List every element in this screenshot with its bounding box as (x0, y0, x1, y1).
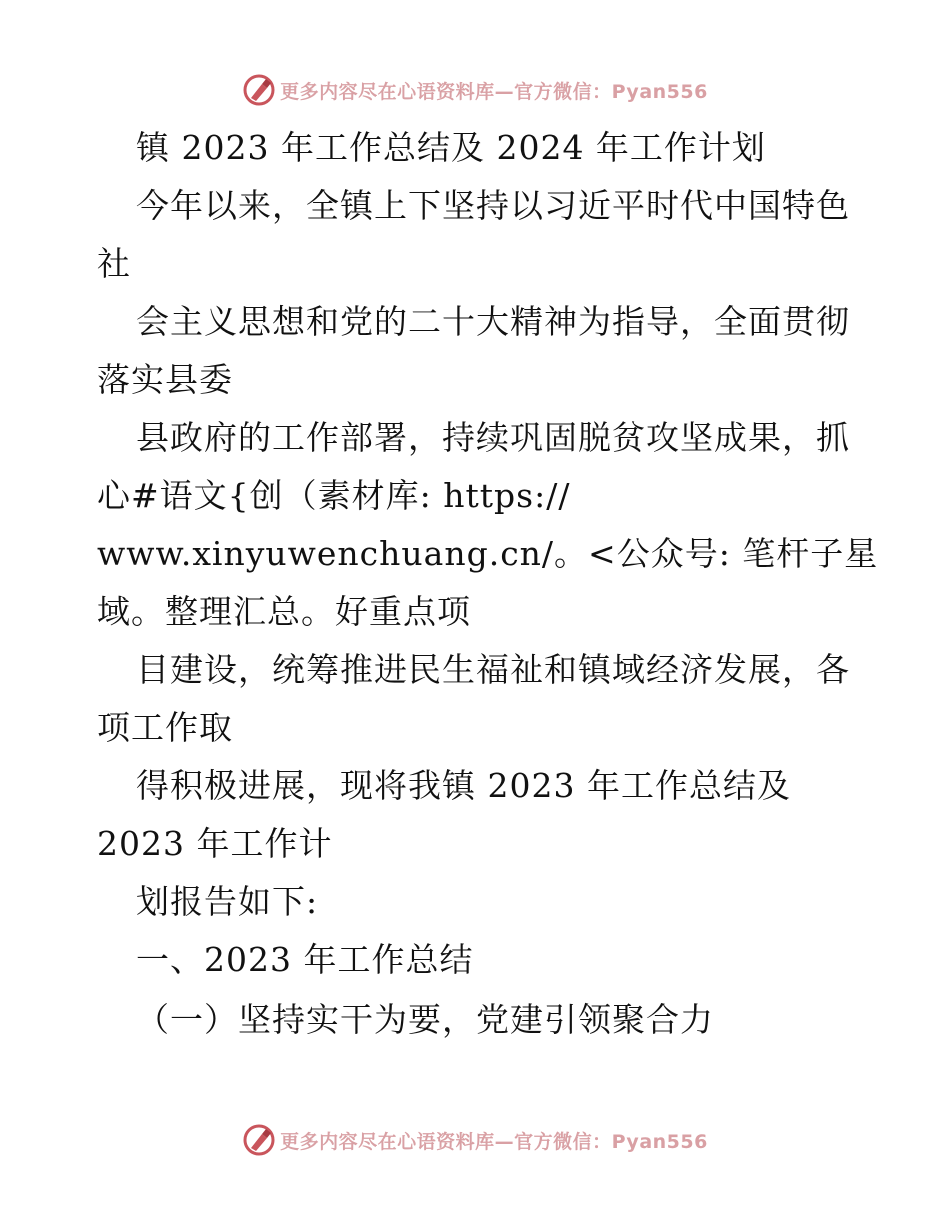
text-line: 落实县委 (97, 360, 233, 399)
document-title: 镇 2023 年工作总结及 2024 年工作计划 (136, 128, 766, 167)
text-line: www.xinyuwenchuang.cn/。<公众号: 笔杆子星 (97, 534, 879, 573)
text-line: 2023 年工作计 (97, 824, 333, 863)
pen-logo-icon (242, 1123, 276, 1157)
text-line: 会主义思想和党的二十大精神为指导，全面贯彻 (136, 302, 850, 341)
text-line: 域。整理汇总。好重点项 (97, 592, 471, 631)
subsection-heading: （一）坚持实干为要，党建引领聚合力 (136, 1000, 714, 1039)
text-line: 县政府的工作部署，持续巩固脱贫攻坚成果，抓 (136, 418, 850, 457)
banner-text: 更多内容尽在心语资料库—官方微信：Pyan556 (280, 1130, 708, 1153)
banner-text: 更多内容尽在心语资料库—官方微信：Pyan556 (280, 80, 708, 103)
text-line: 今年以来，全镇上下坚持以习近平时代中国特色 (136, 186, 850, 225)
text-line: 心#语文{创（素材库: https:// (97, 476, 571, 515)
footer-banner (0, 1120, 950, 1160)
section-heading: 一、2023 年工作总结 (136, 940, 474, 979)
text-line: 划报告如下: (136, 882, 319, 921)
text-line: 社 (97, 244, 131, 283)
text-line: 目建设，统筹推进民生福祉和镇域经济发展，各 (136, 650, 850, 689)
text-line: 项工作取 (97, 708, 233, 747)
text-line: 得积极进展，现将我镇 2023 年工作总结及 (136, 766, 791, 805)
